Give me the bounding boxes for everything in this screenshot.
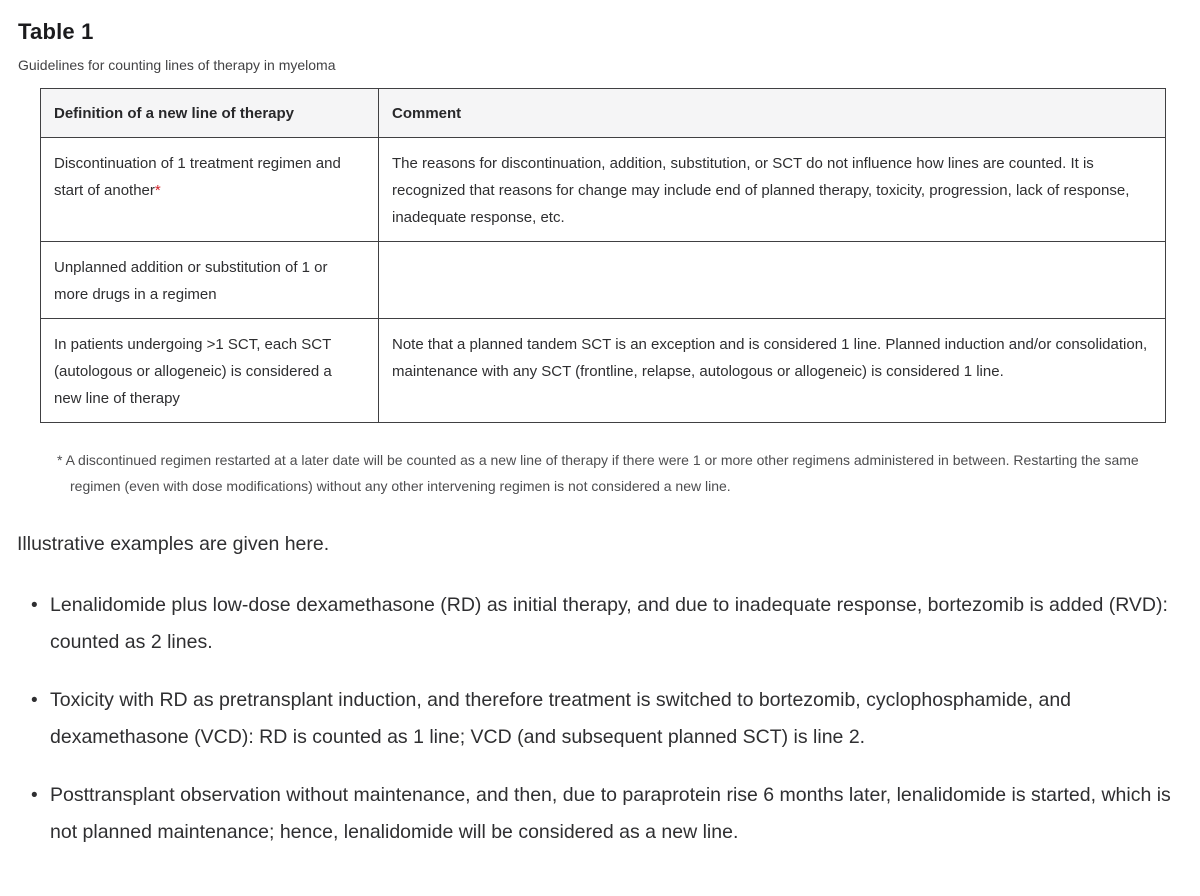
- column-header-comment: Comment: [379, 89, 1166, 138]
- example-item: [31, 682, 1180, 756]
- definition-cell: Unplanned addition or substitution of 1 or more drugs in a regimen: [41, 242, 379, 319]
- footnote-text: A discontinued regimen restarted at a later date will be counted as a new line of therapy if there were 1 or more other regimens administered in between. Restarting the same regimen (even with dose modifications) without any other intervening regimen is not considered a new line.: [65, 452, 1139, 494]
- red-asterisk-marker: *: [154, 182, 161, 199]
- footnote-marker: *: [57, 452, 63, 468]
- page-title: Table 1: [18, 19, 94, 44]
- document: [0, 20, 1200, 851]
- definition-text: Discontinuation of 1 treatment regimen and start of another: [54, 155, 341, 199]
- example-item: [31, 777, 1180, 851]
- example-item: [31, 587, 1180, 661]
- comment-cell: Note that a planned tandem SCT is an exception and is considered 1 line. Planned induction and/or consolidation, maintenance with any SCT (frontline, relapse, autologous or allogeneic) is considered 1 line.: [379, 319, 1166, 423]
- example-text: Toxicity with RD as pretransplant induction, and therefore treatment is switched to bortezomib, cyclophosphamide, and dexamethasone (VCD): RD is counted as 1 line; VCD (and subsequent planned SCT) is line 2.: [50, 689, 1072, 748]
- example-text: Posttransplant observation without maintenance, and then, due to paraprotein rise 6 months later, lenalidomide is started, which is not planned maintenance; hence, lenalidomide will be considered as a new line.: [50, 784, 1171, 843]
- definition-cell: [41, 138, 379, 242]
- table-row: [41, 242, 1166, 319]
- examples-list: [0, 587, 1180, 851]
- table-caption: Guidelines for counting lines of therapy in myeloma: [18, 57, 336, 73]
- table-header-row: [41, 89, 1166, 138]
- examples-intro: Illustrative examples are given here.: [17, 533, 330, 555]
- definition-cell: In patients undergoing >1 SCT, each SCT (autologous or allogeneic) is considered a new line of therapy: [41, 319, 379, 423]
- comment-cell: The reasons for discontinuation, addition, substitution, or SCT do not influence how lines are counted. It is recognized that reasons for change may include end of planned therapy, toxicity, progression, lack of response, inadequate response, etc.: [379, 138, 1166, 242]
- example-text: Lenalidomide plus low-dose dexamethasone (RD) as initial therapy, and due to inadequate response, bortezomib is added (RVD): counted as 2 lines.: [50, 594, 1168, 653]
- table-footnote: [57, 447, 1154, 499]
- bullet-icon: •: [31, 595, 38, 616]
- column-header-definition: Definition of a new line of therapy: [41, 89, 379, 138]
- table-row: [41, 319, 1166, 423]
- therapy-lines-table: [40, 88, 1166, 423]
- bullet-icon: •: [31, 690, 38, 711]
- comment-cell: [379, 242, 1166, 319]
- table-row: [41, 138, 1166, 242]
- bullet-icon: •: [31, 785, 38, 806]
